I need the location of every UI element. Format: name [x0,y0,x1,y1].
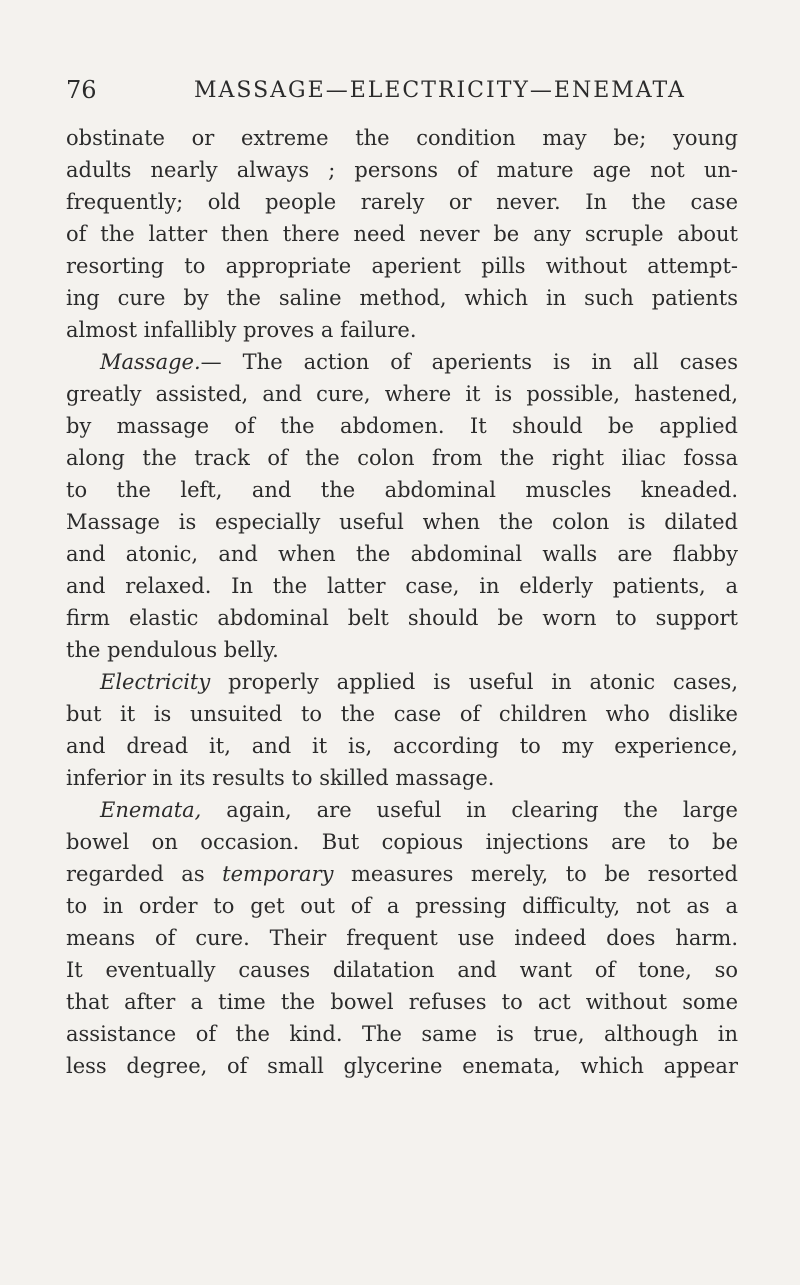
page-header [66,76,736,112]
text-line: along the track of the colon from the right iliac fossa [66,446,738,470]
text-line: firm elastic abdominal belt should be worn to support [66,606,738,630]
text-line: the pendulous belly. [66,638,279,662]
body-text [66,122,738,1082]
text-line: that after a time the bowel refuses to act without some [66,990,738,1014]
emphasis-temporary: temporary [222,862,334,886]
text-fragment: — The action of aperients is in all cases [200,350,738,374]
section-heading-enemata: Enemata, [100,798,202,822]
section-heading-massage: Massage. [100,350,201,374]
section-heading-electricity: Electricity [100,670,211,694]
text-line: greatly assisted, and cure, where it is possible, hastened, [66,382,738,406]
text-line: adults nearly always ; persons of mature age not un- [66,158,738,182]
text-line: Massage is especially useful when the colon is dilated [66,510,738,534]
text-line-temporary [66,858,738,890]
text-line: almost infallibly proves a failure. [66,318,417,342]
text-line: by massage of the abdomen. It should be applied [66,414,738,438]
text-line: inferior in its results to skilled massage. [66,766,495,790]
text-line: bowel on occasion. But copious injections are to be [66,830,738,854]
text-line: assistance of the kind. The same is true, although in [66,1022,738,1046]
text-line: resorting to appropriate aperient pills without attempt- [66,254,738,278]
text-line: ing cure by the saline method, which in such patients [66,286,738,310]
running-head: MASSAGE—ELECTRICITY—ENEMATA [194,78,686,103]
text-line: and atonic, and when the abdominal walls are flabby [66,542,738,566]
text-line: means of cure. Their frequent use indeed does harm. [66,926,738,950]
text-line: of the latter then there need never be any scruple about [66,222,738,246]
page-number: 76 [66,76,97,104]
text-line: but it is unsuited to the case of children who dislike [66,702,738,726]
text-fragment: properly applied is useful in atonic cases, [210,670,738,694]
text-line-massage-heading [66,346,738,378]
text-line: It eventually causes dilatation and want of tone, so [66,958,738,982]
text-line: frequently; old people rarely or never. In the case [66,190,738,214]
text-line: to the left, and the abdominal muscles kneaded. [66,478,738,502]
text-fragment: measures merely, to be resorted [333,862,738,886]
text-fragment: again, are useful in clearing the large [201,798,738,822]
text-fragment: regarded as [66,862,223,886]
text-line-enemata-heading [66,794,738,826]
text-line: and dread it, and it is, according to my experience, [66,734,738,758]
text-line-electricity-heading [66,666,738,698]
text-line: to in order to get out of a pressing difficulty, not as a [66,894,738,918]
text-line: less degree, of small glycerine enemata, which appear [66,1054,738,1078]
text-line: and relaxed. In the latter case, in elderly patients, a [66,574,738,598]
text-line: obstinate or extreme the condition may be; young [66,126,738,150]
